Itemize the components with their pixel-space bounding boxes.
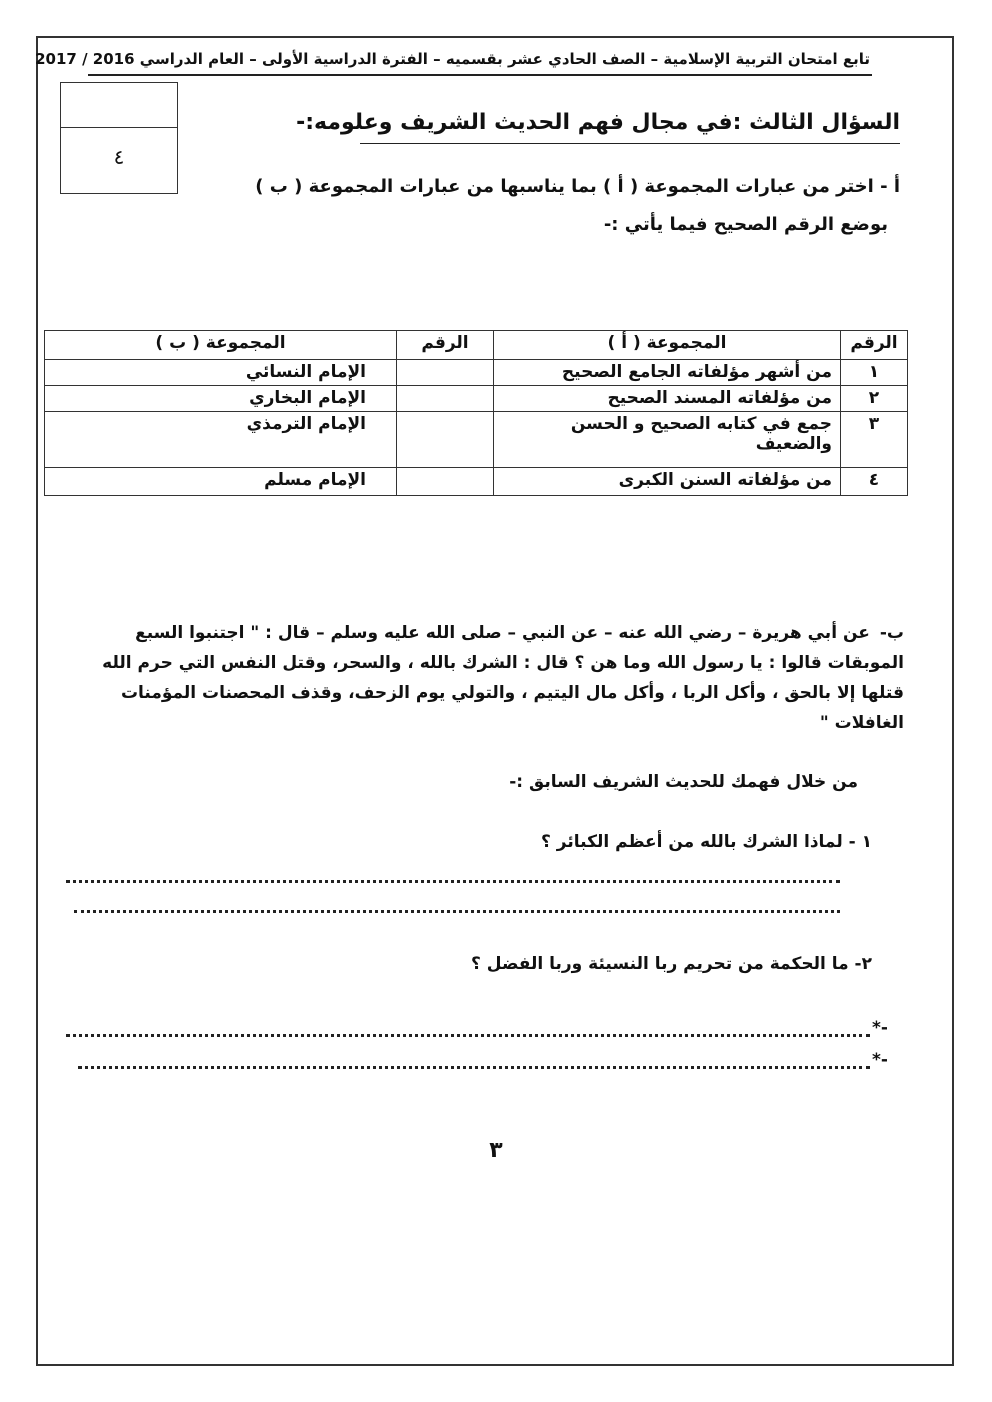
- answer-line-1b[interactable]: [74, 910, 840, 913]
- answer-cell[interactable]: [397, 468, 494, 496]
- hadith-paragraph: [84, 618, 904, 738]
- score-box: [60, 82, 178, 194]
- table-header-row: [45, 331, 908, 360]
- row-num: ٤: [841, 468, 908, 496]
- row-group-b: الإمام الترمذي: [45, 412, 397, 468]
- part-b-label: ب-: [879, 623, 904, 643]
- header-num-2: الرقم: [397, 331, 494, 360]
- score-box-divider: [61, 127, 177, 128]
- table-row: [45, 468, 908, 496]
- matching-table: [44, 330, 908, 496]
- exam-header: تابع امتحان التربية الإسلامية – الصف الحادي عشر بقسميه – الفترة الدراسية الأولى – العام الدراسي 2016 / 2017: [35, 50, 870, 68]
- table-row: [45, 360, 908, 386]
- row-group-a: من مؤلفاته السنن الكبرى: [494, 468, 841, 496]
- header-num: الرقم: [841, 331, 908, 360]
- row-group-b: الإمام مسلم: [45, 468, 397, 496]
- row-group-b: الإمام النسائي: [45, 360, 397, 386]
- question-2: ٢- ما الحكمة من تحريم ربا النسيئة وربا الفضل ؟: [471, 954, 872, 974]
- answer-line-2b[interactable]: [78, 1066, 870, 1069]
- row-group-b: الإمام البخاري: [45, 386, 397, 412]
- header-underline: [88, 74, 872, 76]
- row-group-a: جمع في كتابه الصحيح و الحسن والضعيف: [494, 412, 841, 468]
- row-num: ٢: [841, 386, 908, 412]
- bullet-star-1: *-: [872, 1018, 888, 1038]
- question-title: السؤال الثالث :في مجال فهم الحديث الشريف وعلومه:-: [296, 110, 900, 135]
- row-group-a: من مؤلفاته المسند الصحيح: [494, 386, 841, 412]
- part-a-instruction-1: أ - اختر من عبارات المجموعة ( أ ) بما يناسبها من عبارات المجموعة ( ب ): [255, 176, 900, 197]
- part-b-prompt: من خلال فهمك للحديث الشريف السابق :-: [509, 772, 858, 792]
- part-a-instruction-2: بوضع الرقم الصحيح فيما يأتي :-: [603, 214, 888, 235]
- answer-line-1a[interactable]: [66, 880, 840, 883]
- row-num: ١: [841, 360, 908, 386]
- score-value: ٤: [113, 145, 125, 169]
- page-number: ٣: [489, 1138, 503, 1163]
- header-group-b: المجموعة ( ب ): [45, 331, 397, 360]
- bullet-star-2: *-: [872, 1050, 888, 1070]
- header-group-a: المجموعة ( أ ): [494, 331, 841, 360]
- hadith-text: عن أبي هريرة – رضي الله عنه – عن النبي – صلى الله عليه وسلم – قال : " اجتنبوا السبع الموبقات قالوا : يا رسول الله وما هن ؟ قال : الشرك بالله ، والسحر، وقتل النفس التي حرم الله قتلها إلا بالحق ، وأكل الربا ، وأكل مال اليتيم ، والتولي يوم الزحف، وقذف المحصنات المؤمنات الغافلات ": [102, 623, 904, 733]
- answer-cell[interactable]: [397, 412, 494, 468]
- answer-line-2a[interactable]: [66, 1034, 870, 1037]
- row-num: ٣: [841, 412, 908, 468]
- question-1: ١ - لماذا الشرك بالله من أعظم الكبائر ؟: [541, 832, 872, 852]
- row-group-a: من أشهر مؤلفاته الجامع الصحيح: [494, 360, 841, 386]
- table-row: [45, 386, 908, 412]
- table-row: [45, 412, 908, 468]
- answer-cell[interactable]: [397, 386, 494, 412]
- answer-cell[interactable]: [397, 360, 494, 386]
- question-title-underline: [360, 143, 900, 144]
